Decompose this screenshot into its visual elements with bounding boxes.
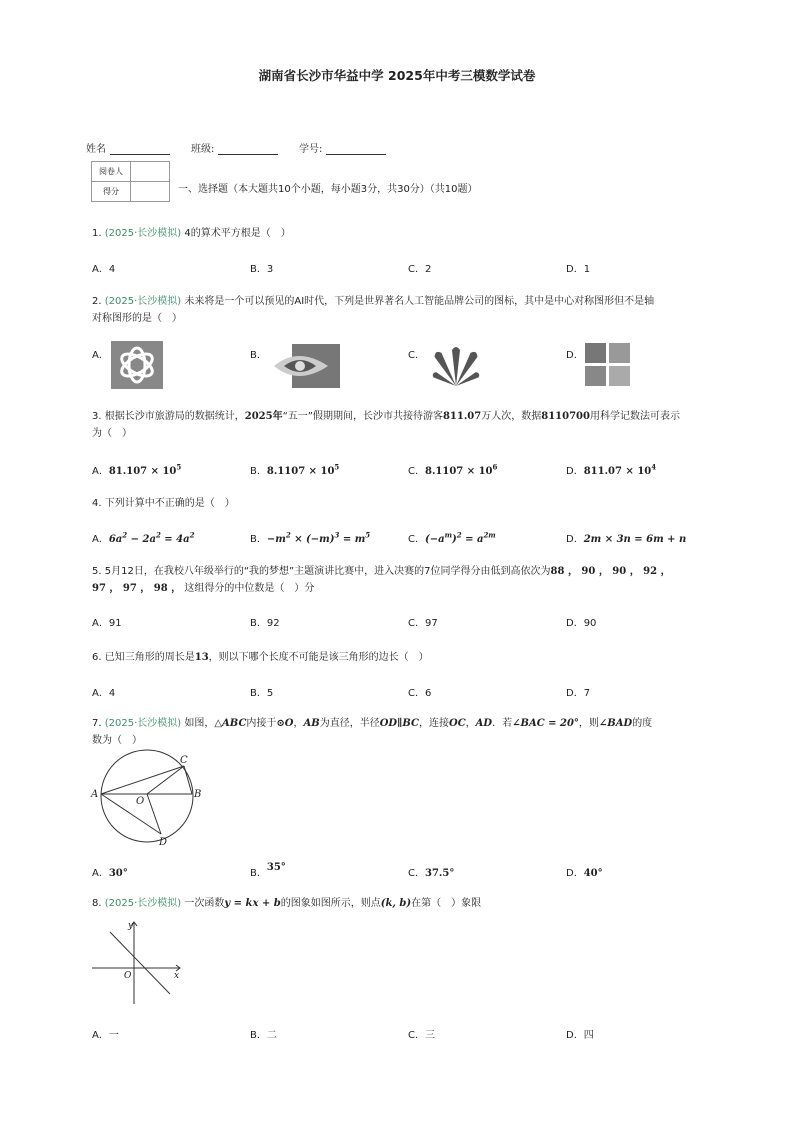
question-text: 如图， bbox=[184, 718, 215, 729]
microsoft-logo-icon bbox=[585, 343, 631, 387]
question-text-cont: 数为（ ） bbox=[92, 735, 142, 746]
question-source: (2025·长沙模拟) bbox=[104, 898, 182, 909]
linear-function-graph bbox=[90, 918, 185, 1006]
q2-option-d[interactable] bbox=[566, 346, 584, 361]
q8-option-d[interactable]: D．四 bbox=[566, 1030, 594, 1041]
option-label: C． bbox=[408, 534, 425, 545]
q7-option-a[interactable] bbox=[92, 864, 128, 879]
question-text: 在第（ ）象限 bbox=[411, 898, 482, 909]
q3-option-b[interactable] bbox=[250, 462, 339, 477]
scores-list: 88 ， 90 ， 90 ， 92 ， bbox=[550, 566, 671, 577]
q5-option-d[interactable]: D．90 bbox=[566, 618, 597, 629]
q8-option-a[interactable]: A．一 bbox=[92, 1030, 119, 1041]
q2-option-a[interactable] bbox=[92, 346, 109, 361]
question-text: 未来将是一个可以预见的AI时代，下列是世界著名人工智能品牌公司的图标，其中是中心对称图形但不是轴 bbox=[184, 296, 655, 307]
question-text: 根据长沙市旅游局的数据统计， bbox=[104, 411, 245, 422]
point-c-label: C bbox=[180, 755, 188, 766]
number-value: 8110700 bbox=[541, 411, 590, 422]
q8-option-b[interactable]: B．二 bbox=[250, 1030, 277, 1041]
option-label: B． bbox=[250, 350, 267, 361]
q4-option-d[interactable]: D．2m × 3n = 6m + n bbox=[566, 534, 687, 545]
student-id-field[interactable] bbox=[299, 140, 386, 155]
nvidia-logo-icon bbox=[268, 344, 340, 388]
score-table bbox=[91, 161, 170, 202]
option-value: 40° bbox=[583, 868, 603, 879]
q3-option-d[interactable] bbox=[566, 462, 656, 477]
question-text: 的图象如图所示，则点 bbox=[280, 898, 381, 909]
q1-option-a[interactable]: A．4 bbox=[92, 264, 116, 275]
question-text: ，则 bbox=[578, 718, 599, 729]
question-source: (2025·长沙模拟) bbox=[104, 296, 182, 307]
reviewer-label: 阅卷人 bbox=[92, 162, 131, 182]
question-text: ， bbox=[293, 718, 304, 729]
q2-option-b[interactable] bbox=[250, 346, 267, 361]
question-text: 5月12日，在我校八年级举行的“我的梦想”主题演讲比赛中，进入决赛的7位同学得分由低到高依次为 bbox=[104, 566, 551, 577]
question-number: 7. bbox=[92, 718, 102, 729]
number-value: 13 bbox=[194, 652, 209, 663]
option-label: B． bbox=[250, 534, 267, 545]
q1-option-b[interactable]: B．3 bbox=[250, 264, 274, 275]
question-7: 7. (2025·长沙模拟) 如图，△ABC内接于⊙O，AB为直径，半径OD∥BC，连接OC，AD．若∠BAC = 20°，则∠BAD的度 数为（ ） bbox=[92, 718, 653, 746]
option-label: D． bbox=[566, 534, 584, 545]
q7-option-b[interactable] bbox=[250, 864, 286, 879]
q8-option-c[interactable]: C．三 bbox=[408, 1030, 435, 1041]
option-math: 81.107 × 10 bbox=[108, 466, 177, 477]
question-text: ， bbox=[465, 718, 476, 729]
point-b-label: B bbox=[194, 789, 202, 800]
huawei-logo-icon bbox=[426, 342, 486, 388]
option-label: C． bbox=[408, 868, 425, 879]
question-text: 一次函数 bbox=[184, 898, 225, 909]
option-label: A． bbox=[92, 350, 109, 361]
question-text: 万人次，数据 bbox=[481, 411, 542, 422]
page-title: 湖南省长沙市华益中学 2025年中考三模数学试卷 bbox=[258, 68, 536, 83]
question-number: 3. bbox=[92, 411, 102, 422]
question-text-cont: 为（ ） bbox=[92, 428, 132, 439]
question-8: 8. (2025·长沙模拟) 一次函数y = kx + b的图象如图所示，则点(k, b)在第（ ）象限 bbox=[92, 898, 482, 909]
question-number: 5. bbox=[92, 566, 102, 577]
option-math: 8.1107 × 10 bbox=[424, 466, 493, 477]
q4-option-c[interactable]: C．$(-a^m)^2 = a^{2m}$ bbox=[408, 530, 496, 545]
year-value: 2025年 bbox=[244, 411, 283, 422]
question-3 bbox=[92, 408, 692, 442]
score-cell[interactable] bbox=[131, 182, 170, 202]
y-axis-label: y bbox=[128, 921, 134, 931]
option-exponent: 5 bbox=[334, 462, 340, 472]
name-field[interactable] bbox=[86, 140, 170, 155]
point-d-label: D bbox=[159, 837, 168, 848]
score-label: 得分 bbox=[92, 182, 131, 202]
point-o-label: O bbox=[136, 796, 145, 807]
option-label: C． bbox=[408, 350, 425, 361]
question-number: 6. bbox=[92, 652, 102, 663]
q6-option-c[interactable]: C．6 bbox=[408, 688, 432, 699]
option-exponent: 6 bbox=[492, 462, 498, 472]
q1-option-c[interactable]: C．2 bbox=[408, 264, 432, 275]
option-math: 8.1107 × 10 bbox=[266, 466, 335, 477]
question-number: 4. bbox=[92, 498, 102, 509]
option-label: D． bbox=[566, 868, 584, 879]
section-heading: 一、选择题（本大题共10个小题，每小题3分，共30分）（共10题） bbox=[178, 184, 478, 195]
circle-geometry-figure bbox=[88, 746, 208, 850]
question-text-cont: 对称图形的是（ ） bbox=[92, 313, 182, 324]
option-label: A． bbox=[92, 868, 109, 879]
q6-option-b[interactable]: B．5 bbox=[250, 688, 274, 699]
question-text: 下列计算中不正确的是（ ） bbox=[104, 498, 235, 509]
option-label: C． bbox=[408, 466, 425, 477]
question-text: ．若 bbox=[492, 718, 513, 729]
option-value: 37.5° bbox=[424, 868, 455, 879]
reviewer-cell[interactable] bbox=[131, 162, 170, 182]
q5-option-b[interactable]: B．92 bbox=[250, 618, 280, 629]
q2-option-c[interactable] bbox=[408, 346, 425, 361]
option-label: A． bbox=[92, 534, 109, 545]
question-source: (2025·长沙模拟) bbox=[104, 718, 182, 729]
question-5 bbox=[92, 563, 692, 597]
question-text-cont: 这组得分的中位数是（ ）分 bbox=[184, 583, 315, 594]
number-value: 811.07 bbox=[442, 411, 482, 422]
option-label: B． bbox=[250, 466, 267, 477]
q5-option-a[interactable]: A．91 bbox=[92, 618, 122, 629]
option-label: A． bbox=[92, 466, 109, 477]
q4-option-b[interactable]: B．$-m^2 \times (-m)^3 = m^5$ bbox=[250, 530, 371, 545]
question-text: 为直径，半径 bbox=[319, 718, 380, 729]
x-axis-label: x bbox=[174, 971, 180, 981]
q6-option-d[interactable]: D．7 bbox=[566, 688, 591, 699]
class-label: 班级: bbox=[191, 144, 215, 155]
name-label: 姓名 bbox=[86, 144, 106, 155]
option-exponent: 4 bbox=[651, 462, 657, 472]
question-2 bbox=[92, 293, 692, 327]
q4-option-a[interactable]: A．$6a^2 - 2a^2 = 4a^2$ bbox=[92, 530, 195, 545]
point-a-label: A bbox=[91, 789, 99, 800]
q5-option-c[interactable]: C．97 bbox=[408, 618, 438, 629]
question-1 bbox=[92, 225, 692, 242]
question-6 bbox=[92, 649, 692, 666]
question-number: 1. bbox=[92, 228, 102, 239]
q3-option-a[interactable] bbox=[92, 462, 181, 477]
origin-label: O bbox=[124, 971, 132, 981]
q7-option-d[interactable] bbox=[566, 864, 603, 879]
question-text: 内接于 bbox=[246, 718, 277, 729]
scores-list: 97 ， 97 ， 98 ， bbox=[92, 583, 182, 594]
option-label: B． bbox=[250, 868, 267, 879]
question-text: 已知三角形的周长是 bbox=[104, 652, 195, 663]
option-label: D． bbox=[566, 466, 584, 477]
q7-option-c[interactable] bbox=[408, 864, 454, 879]
student-id-label: 学号: bbox=[299, 144, 323, 155]
option-value: 30° bbox=[108, 868, 128, 879]
option-exponent: 5 bbox=[176, 462, 182, 472]
q1-option-d[interactable]: D．1 bbox=[566, 264, 591, 275]
question-text: “五一”假期期间，长沙市共接待游客 bbox=[282, 411, 443, 422]
question-4 bbox=[92, 495, 692, 512]
q6-option-a[interactable]: A．4 bbox=[92, 688, 116, 699]
question-source: (2025·长沙模拟) bbox=[104, 228, 182, 239]
question-text: 4的算术平方根是（ ） bbox=[184, 228, 291, 239]
question-number: 2. bbox=[92, 296, 102, 307]
option-math: 811.07 × 10 bbox=[583, 466, 652, 477]
class-field[interactable] bbox=[191, 140, 278, 155]
option-label: D． bbox=[566, 350, 584, 361]
option-value: 35° bbox=[266, 862, 286, 873]
question-text: 的度 bbox=[632, 718, 653, 729]
question-text: 用科学记数法可表示 bbox=[589, 411, 680, 422]
question-text: ，连接 bbox=[419, 718, 449, 729]
question-number: 8. bbox=[92, 898, 102, 909]
openai-logo-icon bbox=[111, 341, 163, 389]
question-text: ，则以下哪个长度不可能是该三角形的边长（ ） bbox=[208, 652, 429, 663]
q3-option-c[interactable] bbox=[408, 462, 497, 477]
